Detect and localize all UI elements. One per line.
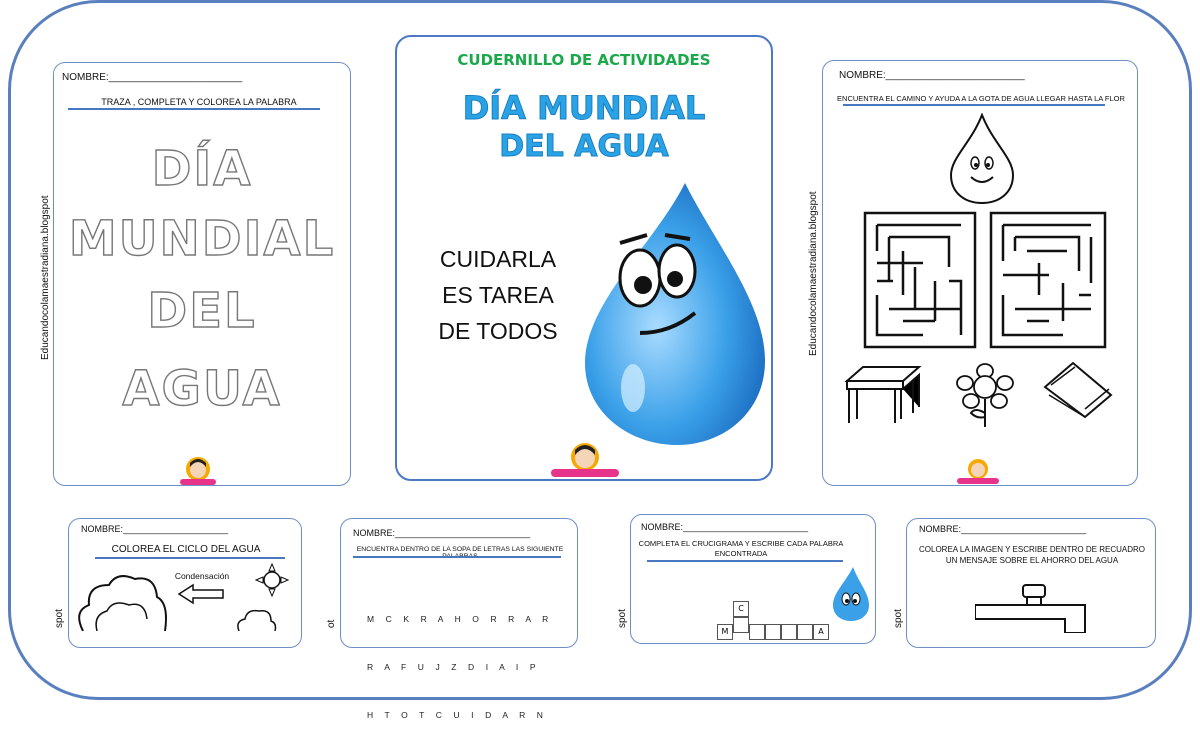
blog-watermark-bottom-3: spot bbox=[617, 609, 628, 628]
teacher-logo-icon bbox=[176, 455, 220, 489]
sheet-trace-word bbox=[53, 62, 351, 486]
small-drop-icon bbox=[833, 567, 869, 621]
teacher-logo-icon bbox=[953, 457, 1003, 487]
name-field: NOMBRE:_____________________ bbox=[81, 524, 229, 534]
instruction-underline bbox=[647, 560, 843, 562]
teacher-logo-icon bbox=[547, 441, 623, 481]
cover-top-title: CUDERNILLO DE ACTIVIDADES bbox=[457, 51, 711, 69]
crossword-cell: C bbox=[733, 601, 749, 617]
drop-face-icon bbox=[949, 113, 1015, 205]
crossword-cell bbox=[797, 624, 813, 640]
crossword-cell: M bbox=[717, 624, 733, 640]
sheet-word-search bbox=[340, 518, 578, 720]
name-field: NOMBRE:_________________________ bbox=[839, 70, 1025, 81]
sheet-instruction: COLOREA EL CICLO DEL AGUA bbox=[111, 544, 261, 555]
slogan-line: CUIDARLA bbox=[439, 246, 557, 272]
slogan-line: ES TAREA bbox=[442, 282, 554, 308]
sheet-instruction: ENCUENTRA DENTRO DE LA SOPA DE LETRAS LAS SIGUIENTE bbox=[356, 546, 564, 553]
sheet-instruction-2: ENCONTRADA bbox=[714, 549, 768, 558]
sheet-instruction: ENCUENTRA EL CAMINO Y AYUDA A LA GOTA DE AGUA LLEGAR HASTA LA FLOR bbox=[837, 94, 1125, 103]
cover-slogan bbox=[423, 241, 573, 349]
sheet-faucet bbox=[906, 518, 1156, 648]
blog-watermark-left: Educandocolamaestradiana.blogspot bbox=[40, 195, 51, 360]
trace-word-3: DEL bbox=[147, 283, 257, 339]
blog-watermark-bottom-2: ot bbox=[326, 619, 337, 628]
sheet-maze bbox=[822, 60, 1138, 486]
cover-sheet bbox=[395, 35, 773, 481]
blog-watermark-right: Educandocolamaestradiana.blogspot bbox=[808, 191, 819, 356]
crossword-cell: A bbox=[813, 624, 829, 640]
water-drop-mascot-icon bbox=[585, 183, 765, 445]
books-icon bbox=[1041, 357, 1117, 419]
slogan-line: DE TODOS bbox=[438, 318, 558, 344]
word-search-row: M C K R A H O R R A R bbox=[367, 614, 553, 624]
word-search-grid bbox=[367, 579, 553, 755]
table-icon bbox=[843, 363, 923, 425]
maze-grid bbox=[863, 211, 1107, 349]
sheet-crossword bbox=[630, 514, 876, 644]
sheet-instruction-2: UN MENSAJE SOBRE EL AHORRO DEL AGUA bbox=[945, 556, 1119, 565]
arrow-left-icon bbox=[177, 583, 225, 605]
crossword-cell bbox=[781, 624, 797, 640]
cloud-icon bbox=[73, 571, 169, 631]
word-search-row: H T O T C U I D A R N bbox=[367, 710, 548, 720]
small-cloud-icon bbox=[235, 605, 277, 631]
word-search-row: R A F U J Z D I A I P bbox=[367, 662, 541, 672]
instruction-underline bbox=[353, 556, 561, 558]
sheet-instruction: TRAZA , COMPLETA Y COLOREA LA PALABRA bbox=[101, 97, 297, 107]
name-field: NOMBRE:_________________________ bbox=[919, 524, 1087, 534]
crossword-cell bbox=[749, 624, 765, 640]
sheet-instruction: COMPLETA EL CRUCIGRAMA Y ESCRIBE CADA PALABRA bbox=[638, 539, 844, 548]
trace-word-2: MUNDIAL bbox=[68, 211, 336, 267]
faucet-icon bbox=[975, 583, 1095, 633]
crossword-cell bbox=[733, 617, 749, 633]
flower-icon bbox=[953, 363, 1017, 429]
instruction-underline bbox=[843, 104, 1105, 106]
trace-word-4: AGUA bbox=[122, 361, 282, 417]
name-field: NOMBRE:________________________ bbox=[62, 72, 243, 83]
instruction-underline bbox=[68, 108, 320, 110]
sheet-instruction: COLOREA LA IMAGEN Y ESCRIBE DENTRO DE RECUADRO bbox=[919, 545, 1145, 554]
name-field: NOMBRE:_________________________ bbox=[641, 522, 809, 532]
crossword-cell bbox=[765, 624, 781, 640]
sheet-water-cycle bbox=[68, 518, 302, 648]
trace-word-1: DÍA bbox=[151, 141, 253, 197]
sun-icon bbox=[255, 563, 289, 597]
blog-watermark-bottom-1: spot bbox=[54, 609, 65, 628]
blog-watermark-bottom-4: spot bbox=[893, 609, 904, 628]
cover-title-line1: DÍA MUNDIAL bbox=[462, 89, 706, 127]
condensation-label: Condensación bbox=[174, 571, 230, 581]
cover-title-line2: DEL AGUA bbox=[499, 129, 669, 164]
name-field: NOMBRE:___________________________ bbox=[353, 528, 531, 538]
instruction-underline bbox=[95, 557, 285, 559]
